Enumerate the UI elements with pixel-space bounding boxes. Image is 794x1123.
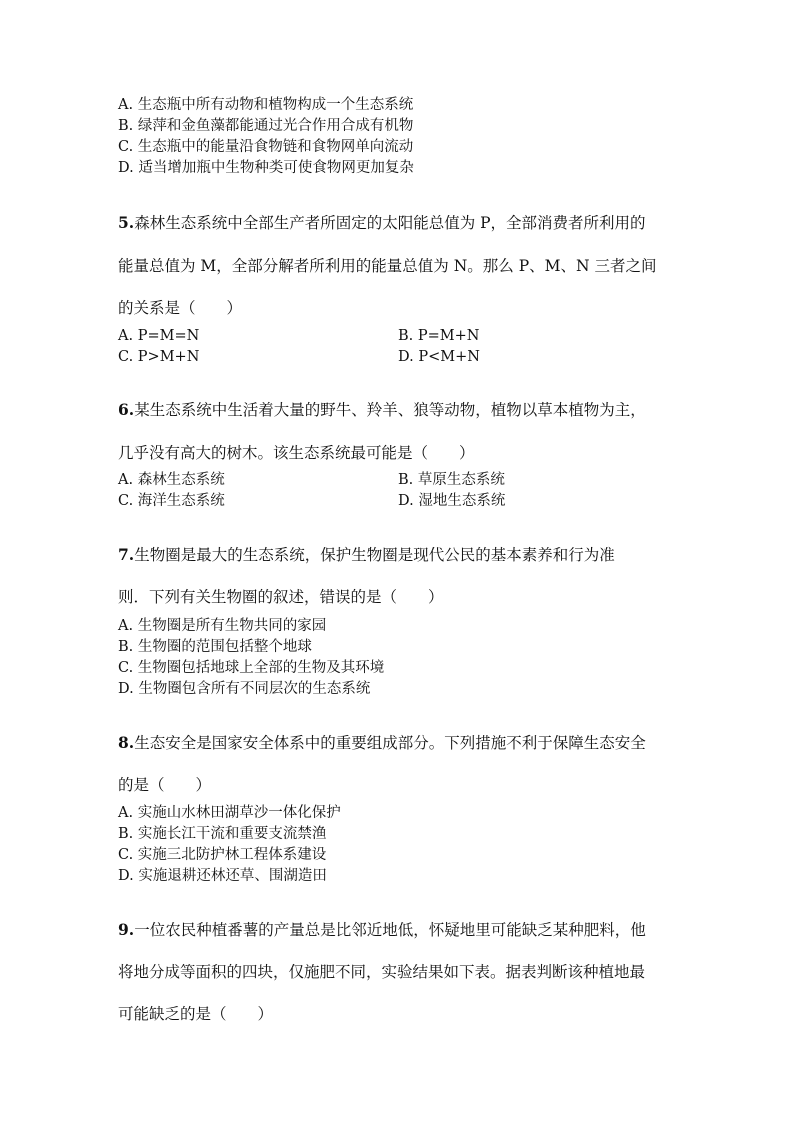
q7-option-c: C. 生物圈包括地球上全部的生物及其环境 — [118, 660, 385, 676]
q5-stem-line-2: 能量总值为 M，全部分解者所利用的能量总值为 N。那么 P、M、N 三者之间 — [118, 257, 657, 275]
q5-options — [118, 326, 678, 368]
q9-number: 9. — [118, 920, 135, 939]
q4-option-d: D. 适当增加瓶中生物种类可使食物网更加复杂 — [118, 160, 414, 176]
q8-number: 8. — [118, 733, 135, 752]
q8-option-d: D. 实施退耕还林还草、围湖造田 — [118, 868, 327, 884]
q7-option-d: D. 生物圈包含所有不同层次的生态系统 — [118, 681, 371, 697]
q5-option-d: D. P<M+N — [398, 349, 480, 365]
q5-stem-line-1: 5.森林生态系统中全部生产者所固定的太阳能总值为 P，全部消费者所利用的 — [118, 213, 646, 232]
q5-option-b: B. P=M+N — [398, 328, 480, 344]
q4-option-b: B. 绿萍和金鱼藻都能通过光合作用合成有机物 — [118, 118, 414, 134]
q8-stem-line-2: 的是（ ） — [118, 776, 212, 794]
q4-option-a: A. 生态瓶中所有动物和植物构成一个生态系统 — [118, 97, 414, 113]
q4-option-c: C. 生态瓶中的能量沿食物链和食物网单向流动 — [118, 139, 414, 155]
q6-options — [118, 470, 678, 512]
q5-option-c: C. P>M+N — [118, 349, 200, 365]
q7-number: 7. — [118, 545, 135, 564]
q8-stem-line-1: 8.生态安全是国家安全体系中的重要组成部分。下列措施不利于保障生态安全 — [118, 733, 646, 752]
q6-option-a: A. 森林生态系统 — [118, 472, 225, 488]
q8-option-c: C. 实施三北防护林工程体系建设 — [118, 847, 327, 863]
q8-option-a: A. 实施山水林田湖草沙一体化保护 — [118, 805, 341, 821]
q6-option-b: B. 草原生态系统 — [398, 472, 505, 488]
q5-stem-line-3: 的关系是（ ） — [118, 299, 243, 317]
q7-option-b: B. 生物圈的范围包括整个地球 — [118, 639, 312, 655]
q5-number: 5. — [118, 213, 135, 232]
q8-options — [118, 803, 341, 887]
q7-options — [118, 616, 384, 700]
q6-stem-line-1: 6.某生态系统中生活着大量的野牛、羚羊、狼等动物，植物以草本植物为主， — [118, 400, 646, 419]
q6-number: 6. — [118, 400, 135, 419]
q9-stem-line-1: 9.一位农民种植番薯的产量总是比邻近地低，怀疑地里可能缺乏某种肥料，他 — [118, 920, 646, 939]
q8-option-b: B. 实施长江干流和重要支流禁渔 — [118, 826, 327, 842]
q6-option-c: C. 海洋生态系统 — [118, 493, 225, 509]
q7-stem-line-1: 7.生物圈是最大的生态系统，保护生物圈是现代公民的基本素养和行为准 — [118, 545, 615, 564]
q6-stem-line-2: 几乎没有高大的树木。该生态系统最可能是（ ） — [118, 444, 475, 462]
q7-stem-line-2: 则．下列有关生物圈的叙述，错误的是（ ） — [118, 588, 444, 606]
q9-stem-line-2: 将地分成等面积的四块，仅施肥不同，实验结果如下表。据表判断该种植地最 — [118, 963, 646, 981]
q5-option-a: A. P=M=N — [118, 328, 200, 344]
q4-options — [118, 95, 414, 179]
q6-option-d: D. 湿地生态系统 — [398, 493, 506, 509]
q9-stem-line-3: 可能缺乏的是（ ） — [118, 1005, 274, 1023]
q7-option-a: A. 生物圈是所有生物共同的家园 — [118, 618, 327, 634]
